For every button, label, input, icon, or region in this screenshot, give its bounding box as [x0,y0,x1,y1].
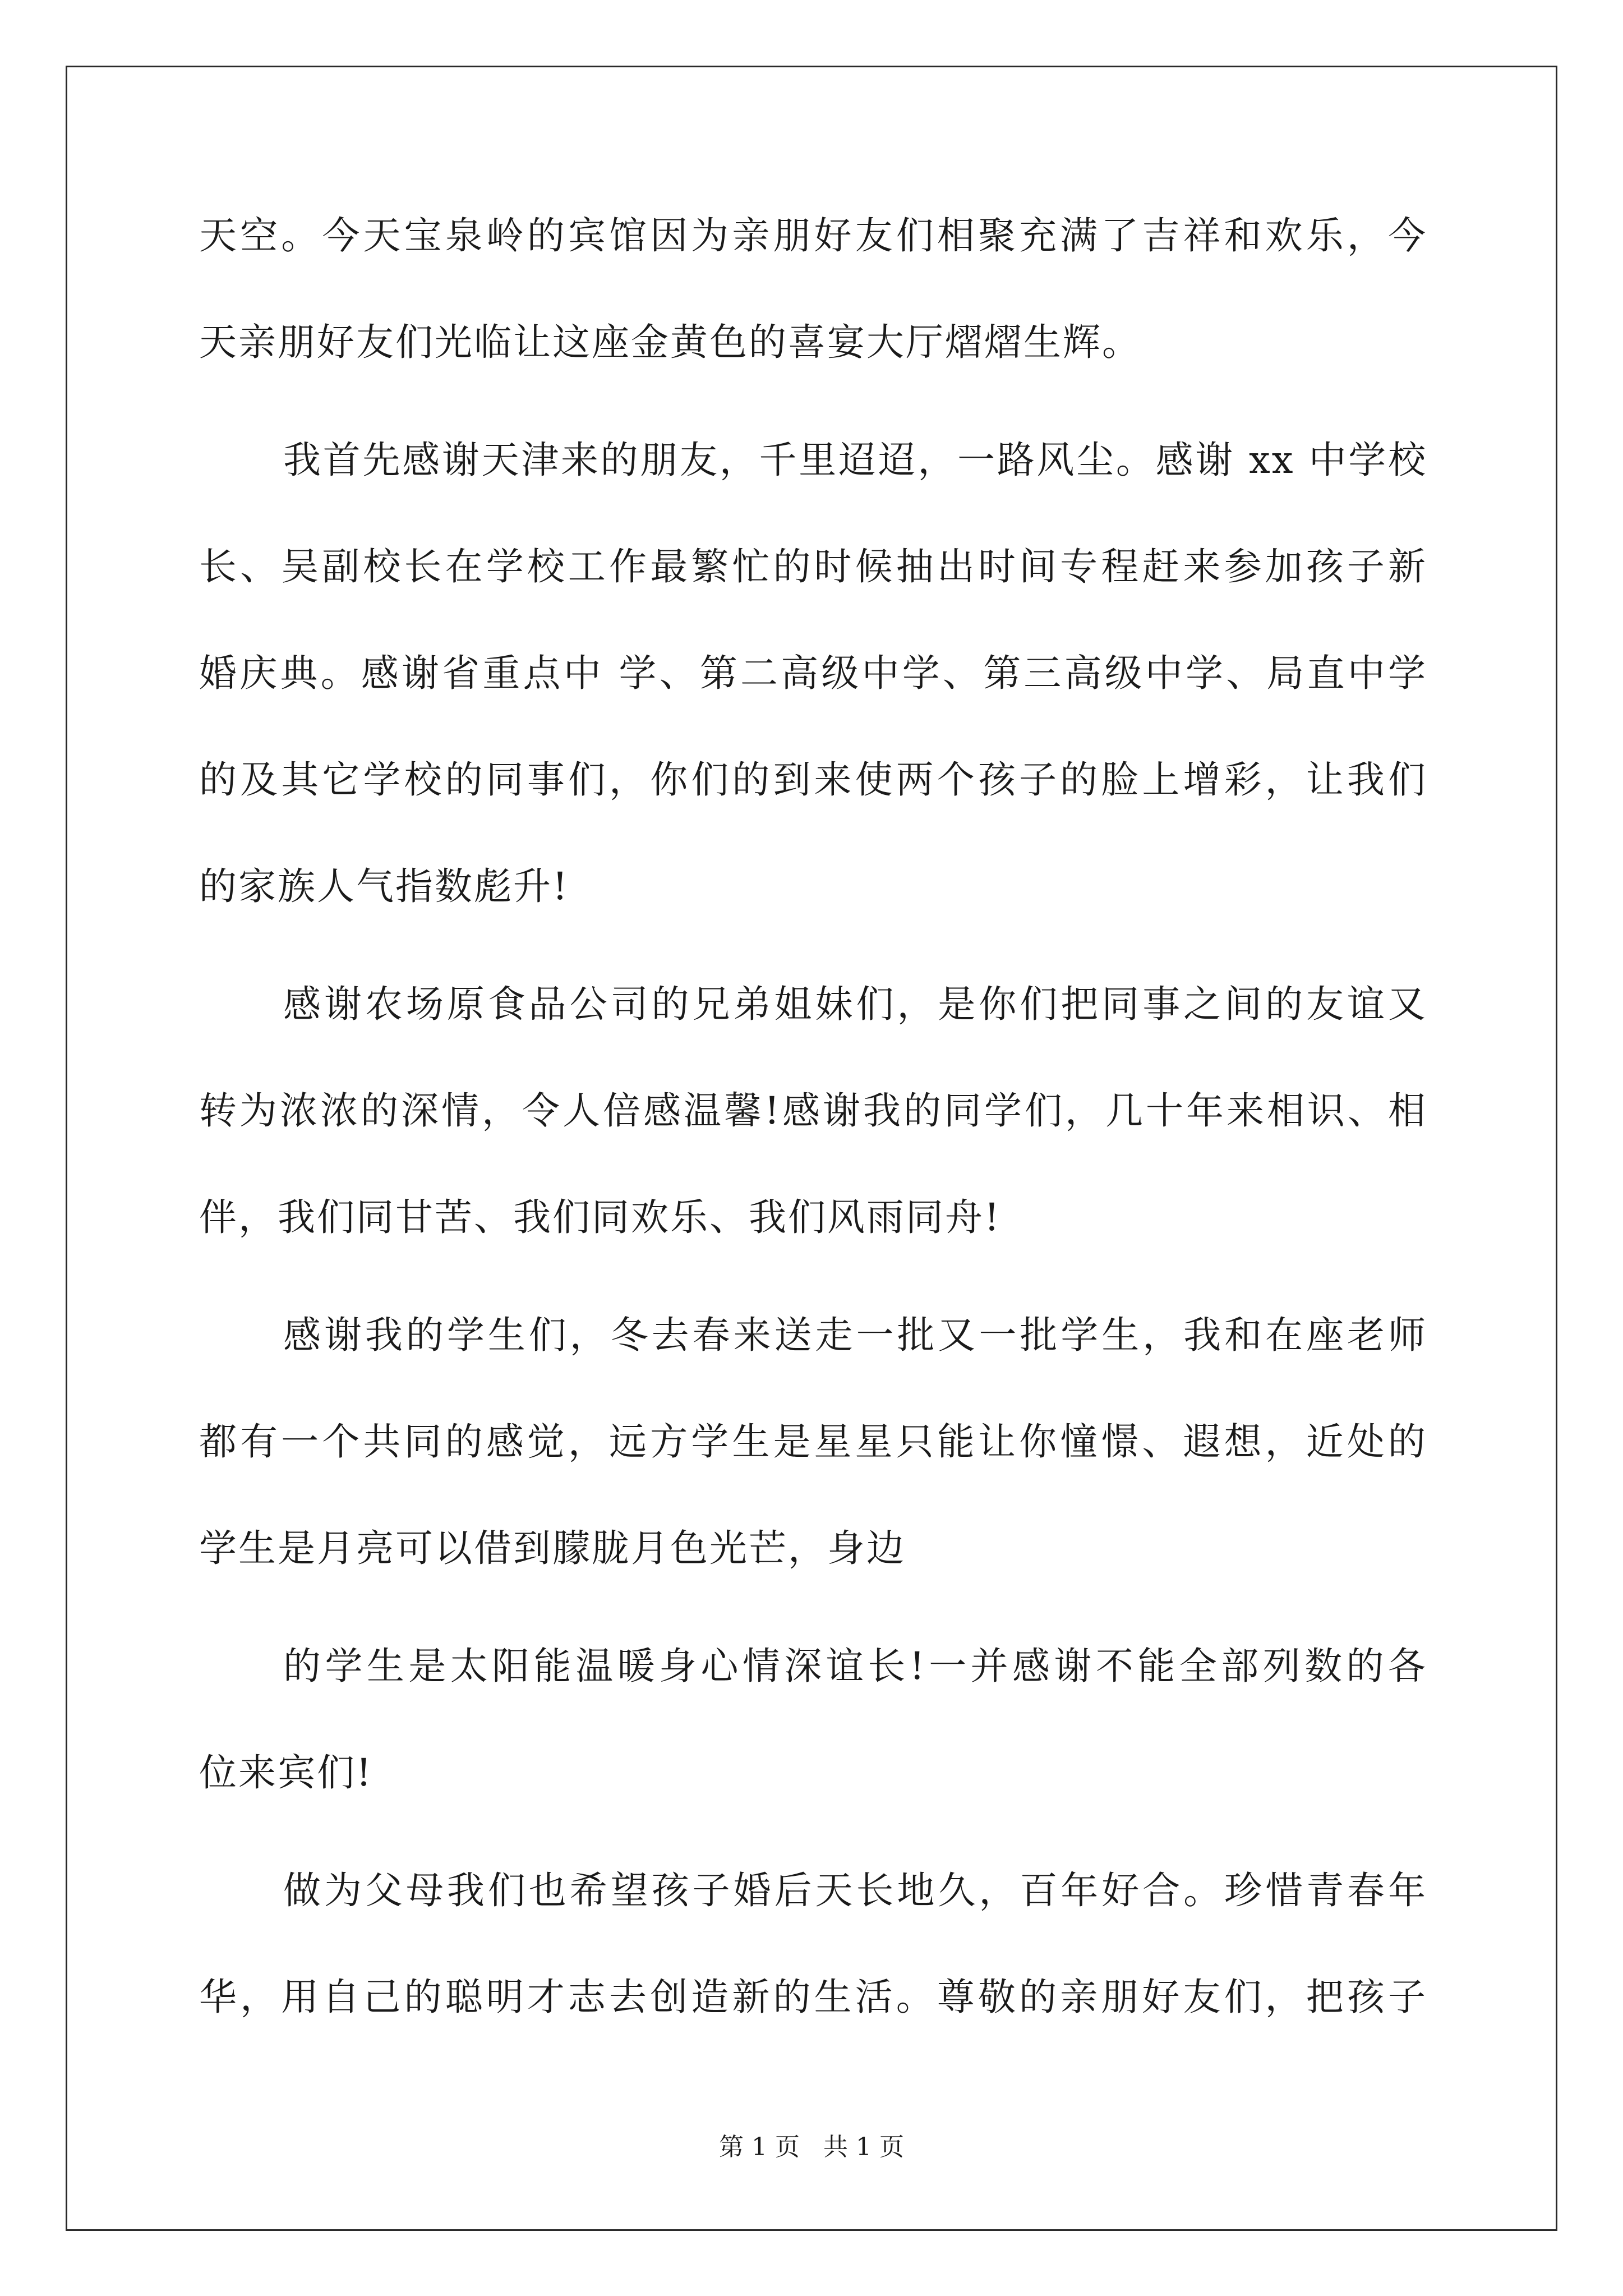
text-line: 天亲朋好友们光临让这座金黄色的喜宴大厅熠熠生辉。 [199,320,1141,364]
text-line: 长、吴副校长在学校工作最繁忙的时候抽出时间专程赶来参加孩子新 [199,545,1427,588]
text-line: 的家族人气指数彪升! [199,864,569,908]
text-line: 感谢我的学生们，冬去春来送走一批又一批学生，我和在座老师 [283,1313,1427,1357]
text-line: 我首先感谢天津来的朋友，千里迢迢，一路风尘。感谢 xx 中学校 [283,438,1427,482]
text-line: 的学生是太阳能温暖身心情深谊长!一并感谢不能全部列数的各 [283,1644,1427,1688]
text-line: 都有一个共同的感觉，远方学生是星星只能让你憧憬、遐想，近处的 [199,1420,1427,1464]
page-footer [0,2132,1623,2163]
page-total: 共 1 页 [823,2133,904,2161]
text-line: 伴，我们同甘苦、我们同欢乐、我们风雨同舟! [199,1195,1001,1239]
text-line: 的及其它学校的同事们，你们的到来使两个孩子的脸上增彩，让我们 [199,758,1427,802]
text-line: 学生是月亮可以借到朦胧月色光芒，身边 [199,1526,906,1570]
text-line: 婚庆典。感谢省重点中 学、第二高级中学、第三高级中学、局直中学 [199,651,1427,695]
text-line: 华，用自己的聪明才志去创造新的生活。尊敬的亲朋好友们，把孩子 [199,1975,1427,2019]
page-number: 第 1 页 [719,2133,800,2161]
text-line: 转为浓浓的深情，令人倍感温馨!感谢我的同学们，几十年来相识、相 [199,1089,1427,1133]
text-line: 位来宾们! [199,1751,373,1795]
text-line: 感谢农场原食品公司的兄弟姐妹们，是你们把同事之间的友谊又 [283,982,1427,1026]
text-line: 天空。今天宝泉岭的宾馆因为亲朋好友们相聚充满了吉祥和欢乐，今 [199,214,1427,257]
text-line: 做为父母我们也希望孩子婚后天长地久，百年好合。珍惜青春年 [283,1869,1427,1912]
